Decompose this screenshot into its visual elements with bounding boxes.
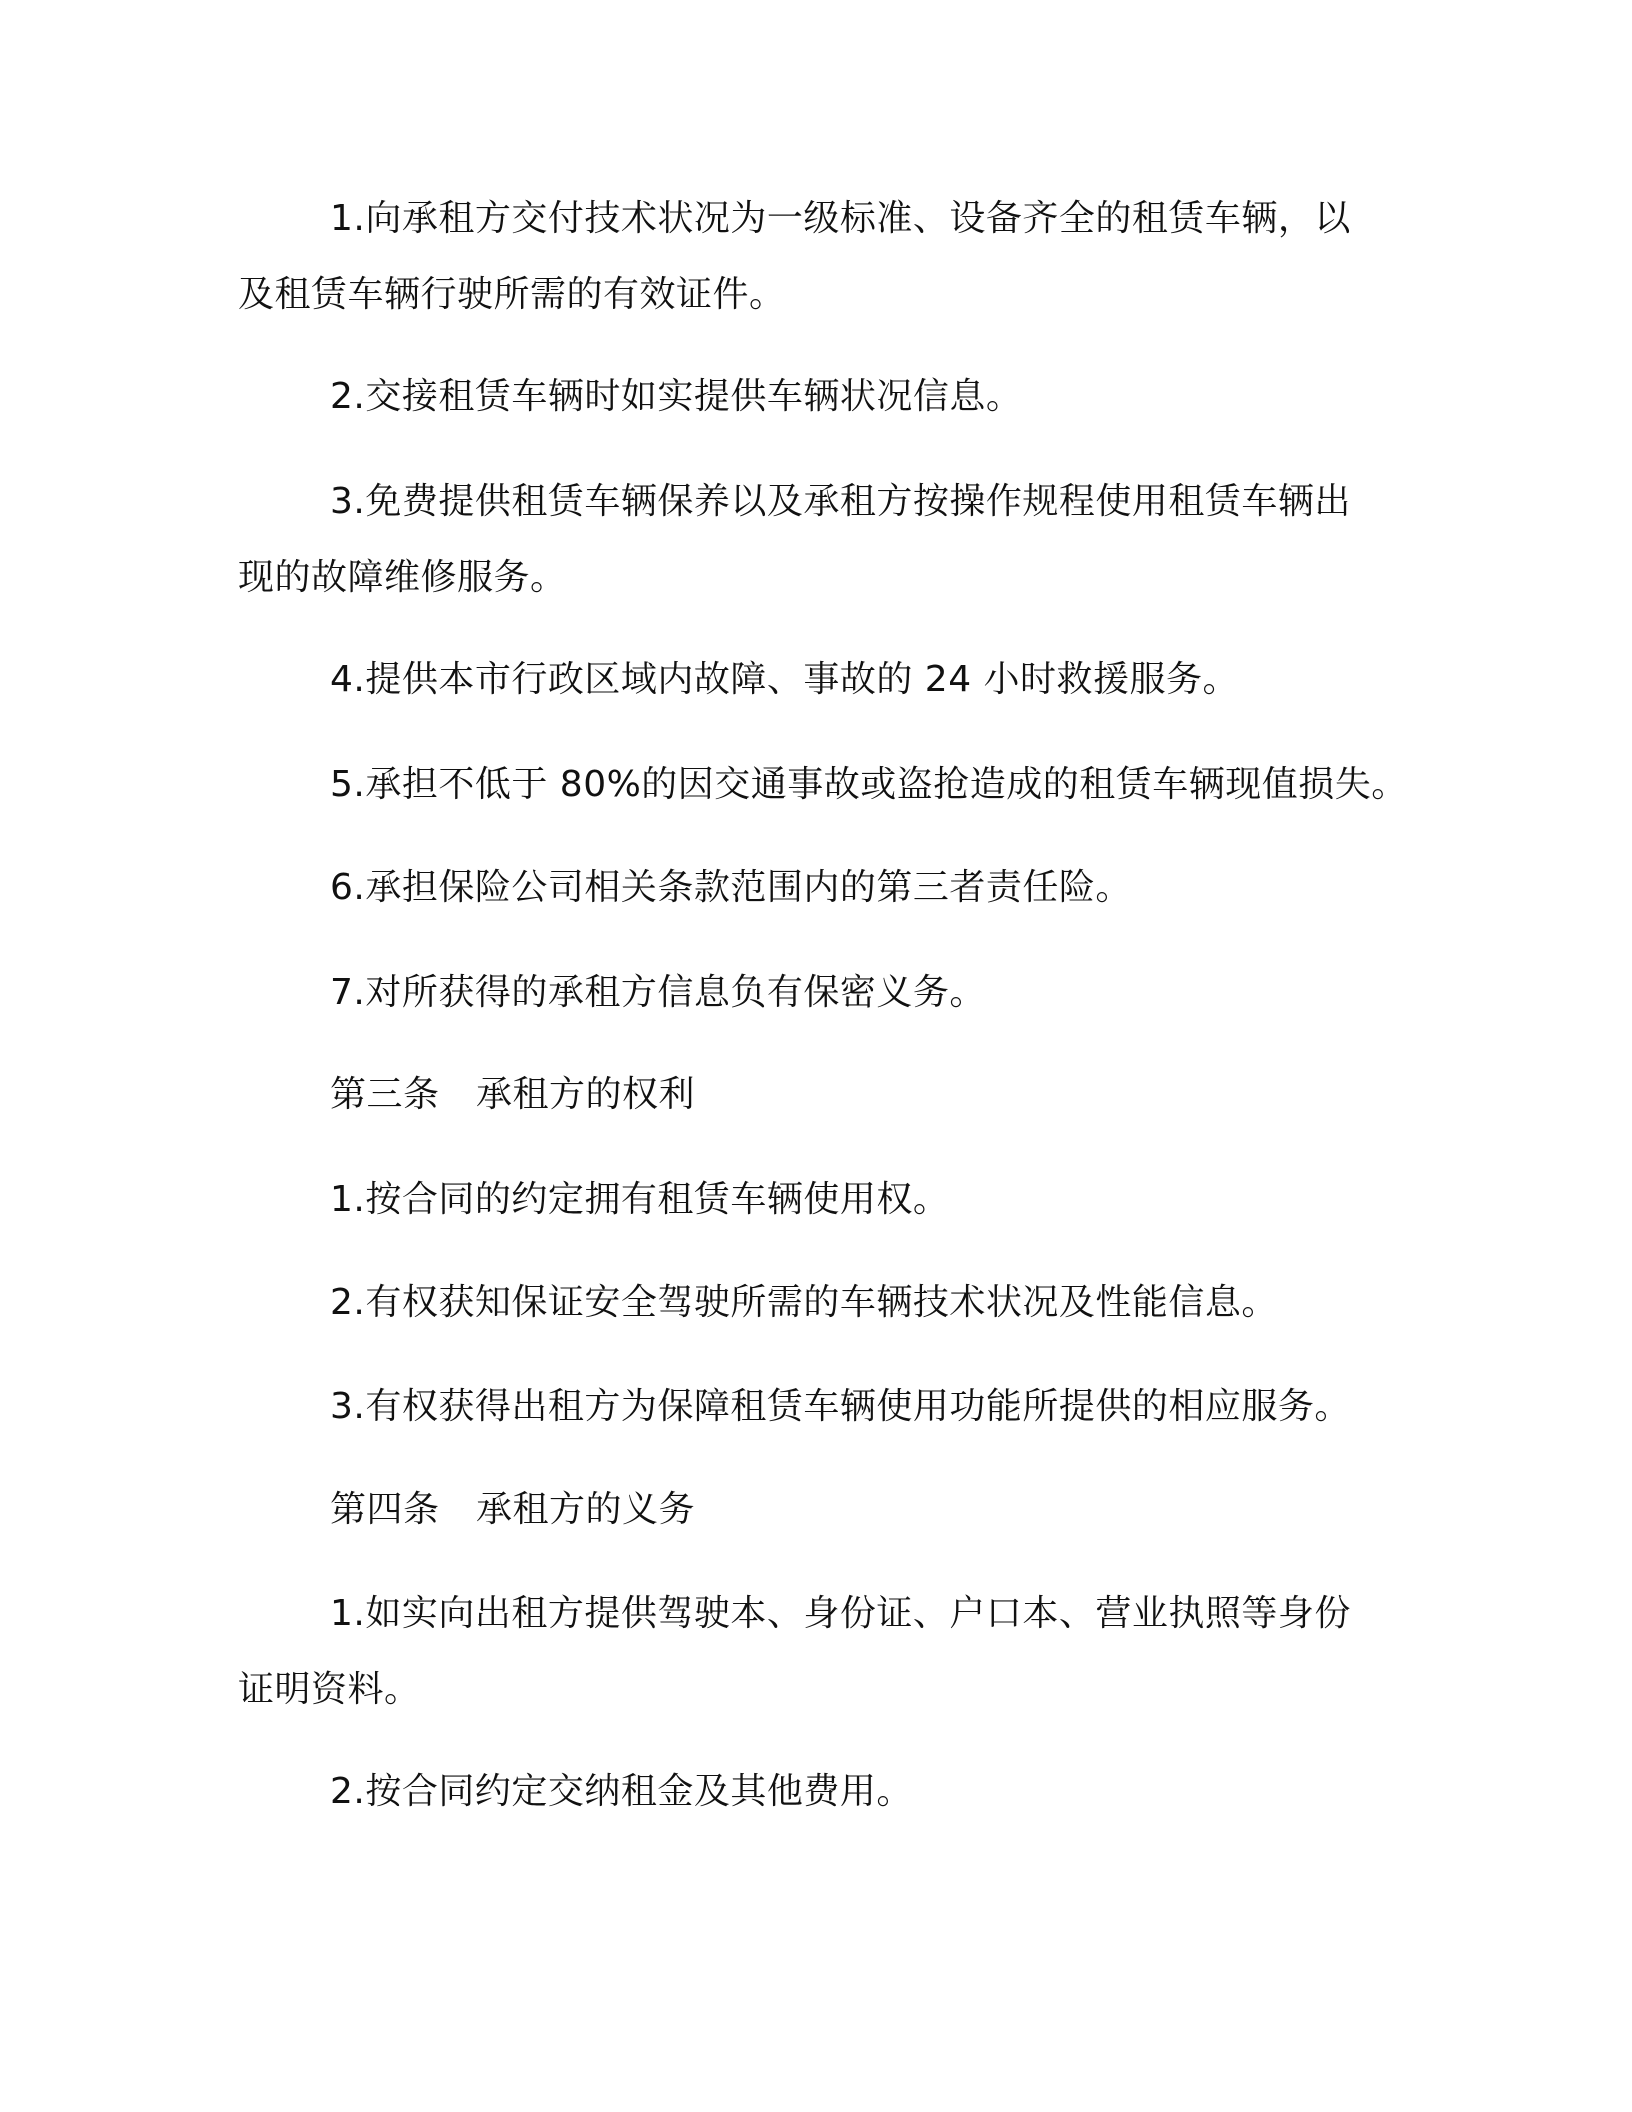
article-3-heading: 第三条 承租方的权利 — [330, 1074, 696, 1115]
lessee-right-3: 3.有权获得出租方为保障租赁车辆使用功能所提供的相应服务。 — [330, 1386, 1351, 1427]
lessor-duty-3-line-2: 现的故障维修服务。 — [238, 557, 567, 598]
lessor-duty-1-line-2: 及租赁车辆行驶所需的有效证件。 — [238, 274, 786, 315]
lessor-duty-6: 6.承担保险公司相关条款范围内的第三者责任险。 — [330, 867, 1132, 908]
article-4-heading: 第四条 承租方的义务 — [330, 1489, 696, 1530]
lessor-duty-5: 5.承担不低于 80%的因交通事故或盗抢造成的租赁车辆现值损失。 — [330, 764, 1408, 805]
lessor-duty-3-line-1: 3.免费提供租赁车辆保养以及承租方按操作规程使用租赁车辆出 — [330, 481, 1351, 522]
lessee-right-2: 2.有权获知保证安全驾驶所需的车辆技术状况及性能信息。 — [330, 1282, 1278, 1323]
lessor-duty-1-line-1: 1.向承租方交付技术状况为一级标准、设备齐全的租赁车辆，以 — [330, 198, 1351, 239]
lessee-duty-1-line-1: 1.如实向出租方提供驾驶本、身份证、户口本、营业执照等身份 — [330, 1593, 1351, 1634]
lessor-duty-7: 7.对所获得的承租方信息负有保密义务。 — [330, 972, 986, 1013]
lessee-duty-1-line-2: 证明资料。 — [238, 1669, 421, 1710]
lessee-duty-2: 2.按合同约定交纳租金及其他费用。 — [330, 1771, 913, 1812]
lessor-duty-2: 2.交接租赁车辆时如实提供车辆状况信息。 — [330, 376, 1023, 417]
lessor-duty-4: 4.提供本市行政区域内故障、事故的 24 小时救援服务。 — [330, 659, 1240, 700]
lessee-right-1: 1.按合同的约定拥有租赁车辆使用权。 — [330, 1179, 950, 1220]
